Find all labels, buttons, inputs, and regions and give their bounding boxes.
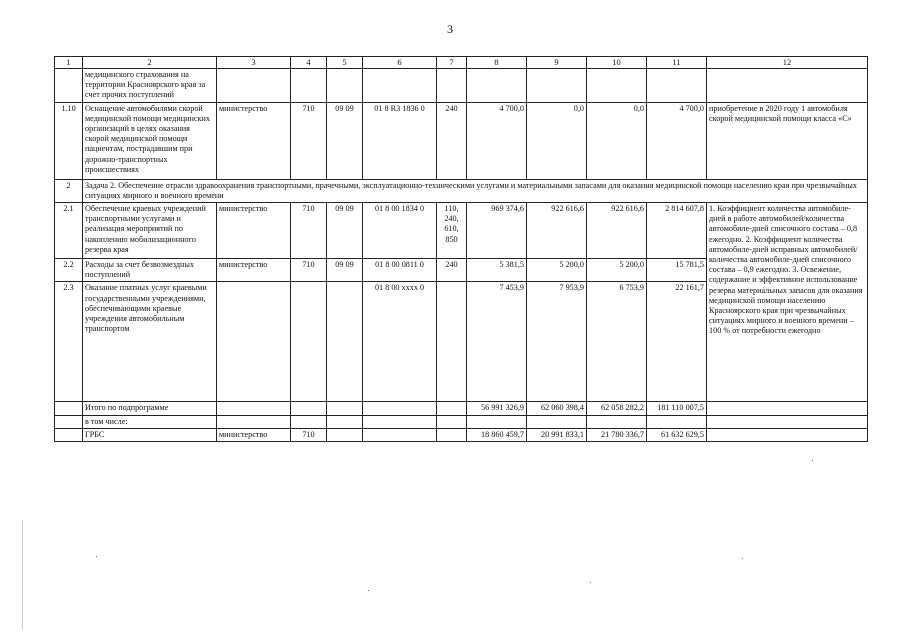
- empty-cell: [587, 69, 647, 103]
- header-cell: 8: [467, 57, 527, 69]
- empty-cell: [437, 428, 467, 441]
- header-cell: 12: [707, 57, 868, 69]
- row-name: Расходы за счет безвозмездных поступлений: [83, 259, 217, 282]
- grbs-2022: 21 780 336,7: [587, 428, 647, 441]
- row-code-grbs: 710: [291, 259, 327, 282]
- row-name: медицинского страхования на территории Красноярского края за счет прочих поступлений: [83, 69, 217, 103]
- table-row: [55, 179, 868, 202]
- row-number: [55, 69, 83, 103]
- row-grbs: министерство: [217, 259, 291, 282]
- empty-cell: [327, 69, 363, 103]
- row-number: 2.1: [55, 203, 83, 259]
- empty-cell: [467, 69, 527, 103]
- row-expense-type: 240: [437, 259, 467, 282]
- scan-speck: [96, 556, 97, 557]
- row-section: 09 09: [327, 203, 363, 259]
- row-value-2021: 7 953,9: [527, 282, 587, 402]
- row-section: 09 09: [327, 102, 363, 179]
- empty-cell: [217, 402, 291, 415]
- row-value-2022: 6 753,9: [587, 282, 647, 402]
- task-heading: Задача 2. Обеспечение отрасли здравоохранения транспортными, прачечными, эксплуатационно-техническими услугами и материальными запасами для оказания медицинской помощи населению края при чрезвычайных ситуациях мирного и военного времени: [83, 179, 868, 202]
- including-label: в том числе:: [83, 415, 217, 428]
- page-number: 3: [447, 22, 453, 36]
- row-grbs: министерство: [217, 102, 291, 179]
- row-code-grbs: 710: [291, 102, 327, 179]
- row-expense-type: 240: [437, 102, 467, 179]
- empty-cell: [707, 415, 868, 428]
- empty-cell: [437, 415, 467, 428]
- row-value-2022: 922 616,6: [587, 203, 647, 259]
- empty-cell: [291, 415, 327, 428]
- row-value-total: 4 700,0: [647, 102, 707, 179]
- header-cell: 11: [647, 57, 707, 69]
- header-cell: 10: [587, 57, 647, 69]
- row-number: 2.3: [55, 282, 83, 402]
- row-expense-type: [437, 282, 467, 402]
- row-value-2020: 969 374,6: [467, 203, 527, 259]
- header-cell: 7: [437, 57, 467, 69]
- row-grbs: [217, 282, 291, 402]
- grbs-2021: 20 991 833,1: [527, 428, 587, 441]
- row-value-2021: 0,0: [527, 102, 587, 179]
- row-name: Оснащение автомобилями скорой медицинской помощи медицинских организаций в целях оказания скорой медицинской помощи пациентам, пострадавшим при дорожно-транспортных происшествиях: [83, 102, 217, 179]
- empty-cell: [587, 415, 647, 428]
- scan-speck: [368, 590, 369, 591]
- row-expense-type: 110, 240, 610, 850: [437, 203, 467, 259]
- row-value-2020: 7 453,9: [467, 282, 527, 402]
- table-row: [55, 102, 868, 179]
- header-cell: 6: [363, 57, 437, 69]
- header-cell: 5: [327, 57, 363, 69]
- row-value-2022: 0,0: [587, 102, 647, 179]
- scan-artifact: [22, 520, 23, 630]
- header-cell: 4: [291, 57, 327, 69]
- grbs-label: ГРБС: [83, 428, 217, 441]
- budget-table: [54, 56, 868, 442]
- empty-cell: [437, 69, 467, 103]
- empty-cell: [291, 69, 327, 103]
- table-row: [55, 69, 868, 103]
- empty-cell: [55, 428, 83, 441]
- grbs-sum: 61 632 629,5: [647, 428, 707, 441]
- task-2-results: 1. Коэффициент количества автомобиле-дней в работе автомобилей/количества автомобиле-дней списочного состава – 0,8 ежегодно. 2. Коэффициент количества автомобиле-дней исправных автомобилей/количества автомобиле-дней списочного состава – 0,9 ежегодно. 3. Освежение, содержание и эффективное использование резерва материальных запасов для оказания медицинской помощи населению Красноярского края при чрезвычайных ситуациях мирного и военного времени – 100 % от потребности ежегодно: [707, 203, 868, 402]
- empty-cell: [217, 415, 291, 428]
- row-number: 1.10: [55, 102, 83, 179]
- total-2020: 56 991 326,9: [467, 402, 527, 415]
- grbs-row: [55, 428, 868, 441]
- empty-cell: [647, 69, 707, 103]
- row-section: [327, 282, 363, 402]
- row-name: Оказание платных услуг краевыми государственными учреждениями, обеспечивающими краевые учреждения автомобильным транспортом: [83, 282, 217, 402]
- empty-cell: [291, 402, 327, 415]
- empty-cell: [363, 69, 437, 103]
- row-target-article: 01 8 00 1834 0: [363, 203, 437, 259]
- scan-speck: [742, 558, 743, 559]
- empty-cell: [527, 69, 587, 103]
- header-cell: 3: [217, 57, 291, 69]
- total-2022: 62 058 282,2: [587, 402, 647, 415]
- grbs-code: 710: [291, 428, 327, 441]
- row-value-total: 15 781,5: [647, 259, 707, 282]
- row-value-2021: 922 616,6: [527, 203, 587, 259]
- row-number: 2.2: [55, 259, 83, 282]
- total-sum: 181 110 007,5: [647, 402, 707, 415]
- row-target-article: 01 8 R3 1836 0: [363, 102, 437, 179]
- row-value-2022: 5 200,0: [587, 259, 647, 282]
- total-row: [55, 402, 868, 415]
- row-target-article: 01 8 00 xxxx 0: [363, 282, 437, 402]
- header-cell: 1: [55, 57, 83, 69]
- empty-cell: [327, 428, 363, 441]
- empty-cell: [707, 428, 868, 441]
- scan-speck: [812, 460, 813, 461]
- row-value-total: 22 161,7: [647, 282, 707, 402]
- row-code-grbs: 710: [291, 203, 327, 259]
- empty-cell: [363, 402, 437, 415]
- empty-cell: [217, 69, 291, 103]
- row-result: приобретение в 2020 году 1 автомобиля скорой медицинской помощи класса «С»: [707, 102, 868, 179]
- grbs-name: министерство: [217, 428, 291, 441]
- empty-cell: [707, 69, 868, 103]
- empty-cell: [527, 415, 587, 428]
- row-name: Обеспечение краевых учреждений транспортными услугами и реализация мероприятий по накоплению мобилизационного резерва края: [83, 203, 217, 259]
- row-target-article: 01 8 00 0811 0: [363, 259, 437, 282]
- row-section: 09 09: [327, 259, 363, 282]
- empty-cell: [647, 415, 707, 428]
- row-code-grbs: [291, 282, 327, 402]
- row-number: 2: [55, 179, 83, 202]
- grbs-2020: 18 860 459,7: [467, 428, 527, 441]
- row-value-2021: 5 200,0: [527, 259, 587, 282]
- empty-cell: [437, 402, 467, 415]
- row-value-total: 2 814 607,8: [647, 203, 707, 259]
- empty-cell: [327, 402, 363, 415]
- empty-cell: [467, 415, 527, 428]
- header-row: [55, 57, 868, 69]
- table-row: [55, 203, 868, 259]
- empty-cell: [363, 415, 437, 428]
- total-2021: 62 060 398,4: [527, 402, 587, 415]
- empty-cell: [55, 402, 83, 415]
- including-row: [55, 415, 868, 428]
- row-value-2020: 5 381,5: [467, 259, 527, 282]
- header-cell: 2: [83, 57, 217, 69]
- empty-cell: [55, 415, 83, 428]
- empty-cell: [327, 415, 363, 428]
- scan-speck: [590, 582, 591, 583]
- total-label: Итого по подпрограмме: [83, 402, 217, 415]
- empty-cell: [707, 402, 868, 415]
- header-cell: 9: [527, 57, 587, 69]
- row-value-2020: 4 700,0: [467, 102, 527, 179]
- row-grbs: министерство: [217, 203, 291, 259]
- empty-cell: [363, 428, 437, 441]
